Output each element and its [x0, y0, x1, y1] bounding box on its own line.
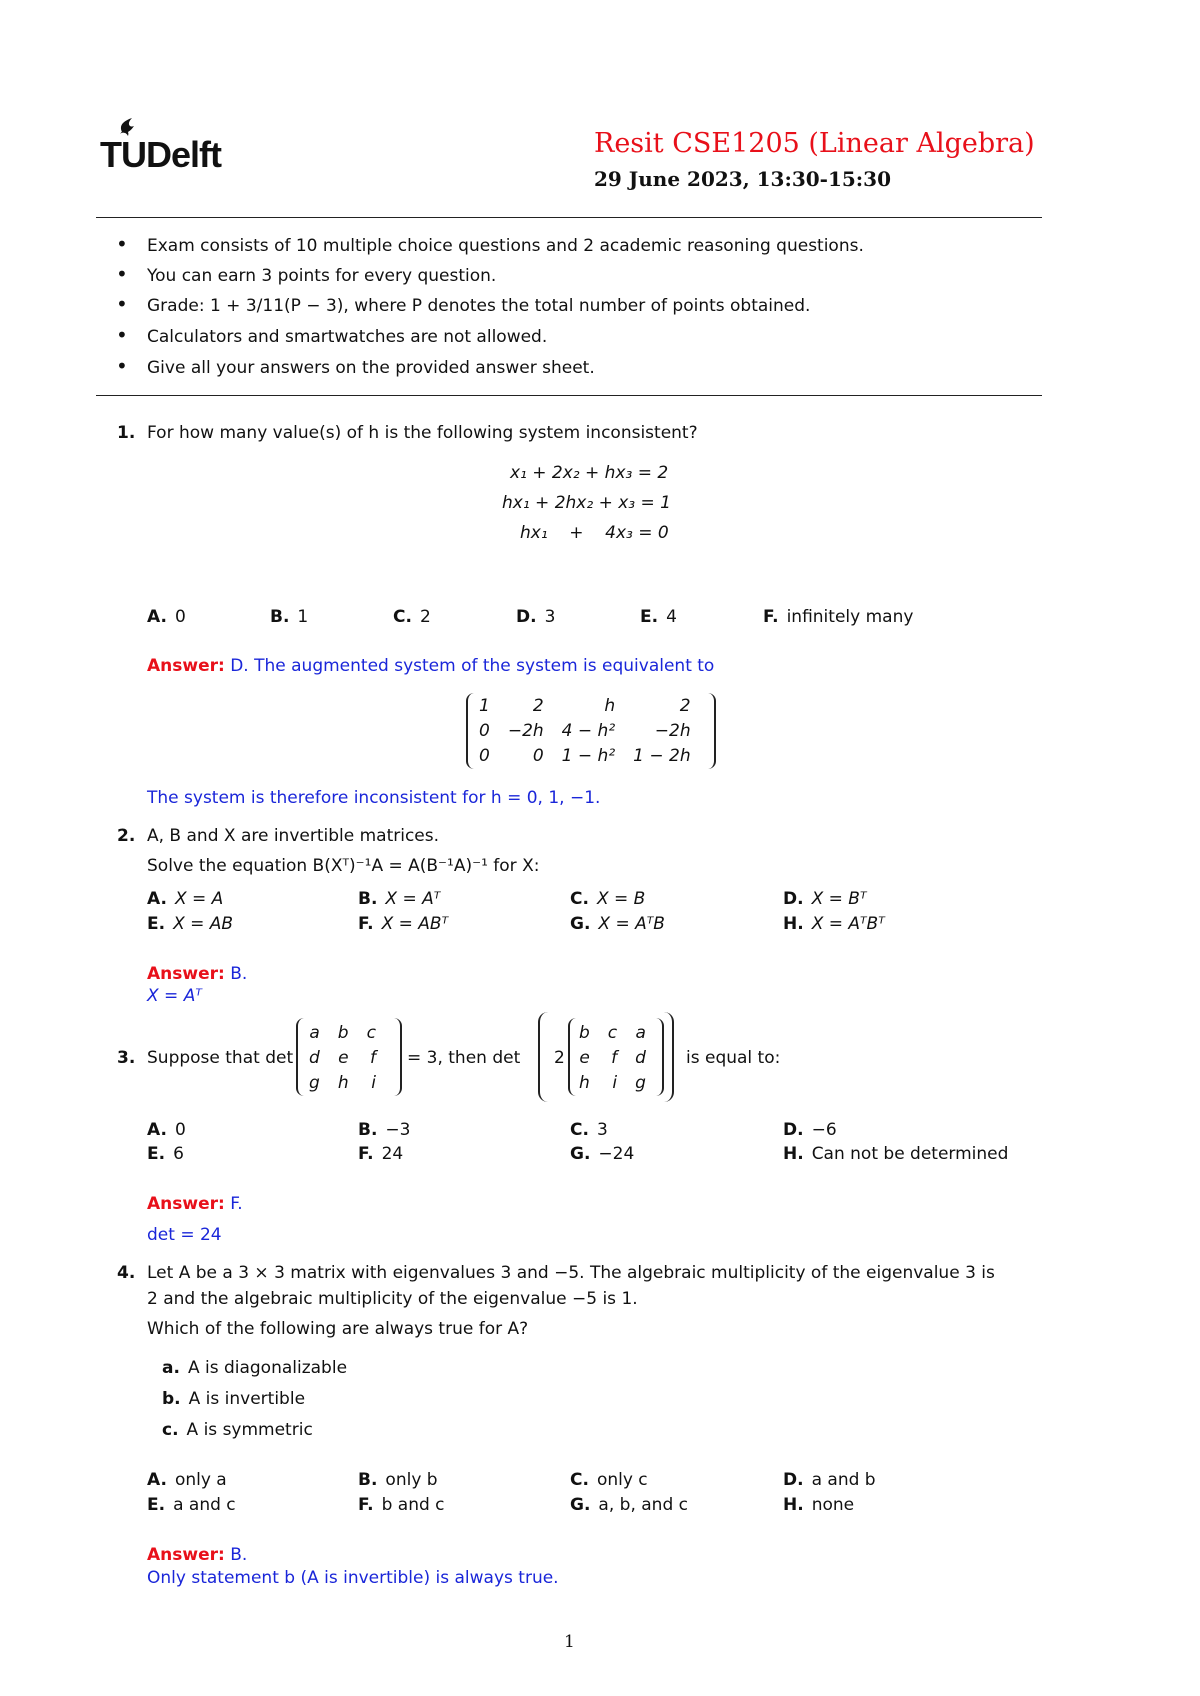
q2-number: 2.	[117, 826, 136, 846]
instruction-4: • Calculators and smartwatches are not allowed.	[118, 327, 547, 347]
q2-line-1: A, B and X are invertible matrices.	[147, 826, 440, 846]
q1-conclusion: The system is therefore inconsistent for h = 0, 1, −1.	[147, 788, 601, 808]
q4-option-h: H. none	[783, 1495, 855, 1515]
q4-answer: Answer: B.	[147, 1545, 248, 1565]
instruction-2: • You can earn 3 points for every question.	[118, 266, 496, 286]
q2-option-h: H. X = AᵀBᵀ	[783, 914, 885, 934]
q4-option-a: A. only a	[147, 1470, 227, 1490]
matrix-cell: d	[635, 1047, 646, 1068]
q3-option-d: D. −6	[783, 1120, 837, 1140]
q2-answer: Answer: B.	[147, 964, 248, 984]
exam-title: Resit CSE1205 (Linear Algebra)	[594, 128, 1035, 159]
q3-post: is equal to:	[686, 1048, 781, 1068]
q2-option-a: A. X = A	[147, 889, 224, 909]
matrix-cell: g	[309, 1072, 320, 1093]
matrix-cell: f	[369, 1047, 376, 1068]
q1-option-d: D. 3	[516, 607, 556, 627]
matrix-cell: 2	[679, 695, 691, 716]
q3-option-a: A. 0	[147, 1120, 186, 1140]
q1-equation-3: hx₁ + 4x₃ = 0	[520, 523, 669, 543]
q3-scalar: 2	[554, 1048, 565, 1068]
matrix-cell: g	[635, 1072, 646, 1093]
q1-augmented-matrix	[466, 693, 716, 771]
q1-equation-1: x₁ + 2x₂ + hx₃ = 2	[510, 463, 669, 483]
q2-option-e: E. X = AB	[147, 914, 234, 934]
matrix-cell: 1 − 2h	[633, 745, 691, 766]
q1-option-f: F. infinitely many	[763, 607, 914, 627]
q4-option-e: E. a and c	[147, 1495, 236, 1515]
q4-option-g: G. a, b, and c	[570, 1495, 688, 1515]
matrix-cell: 1 − h²	[561, 745, 616, 766]
q4-line-3: Which of the following are always true for A?	[147, 1319, 529, 1339]
matrix-cell: i	[612, 1072, 618, 1093]
matrix-cell: i	[371, 1072, 376, 1093]
q2-line-2: Solve the equation B(Xᵀ)⁻¹A = A(B⁻¹A)⁻¹ for X:	[147, 856, 540, 876]
q3-outer-paren	[538, 1012, 674, 1104]
q1-answer: Answer: D. The augmented system of the system is equivalent to	[147, 656, 715, 676]
matrix-cell: h	[604, 695, 616, 716]
matrix-cell: 0	[532, 745, 544, 766]
q4-option-b: B. only b	[358, 1470, 438, 1490]
q3-pre: Suppose that det	[147, 1048, 294, 1068]
q4-number: 4.	[117, 1263, 136, 1283]
q4-answer-detail: Only statement b (A is invertible) is always true.	[147, 1568, 559, 1588]
matrix-cell: 0	[479, 720, 490, 741]
divider-top	[96, 217, 1042, 218]
q3-option-e: E. 6	[147, 1144, 184, 1164]
q4-statement-b: b. A is invertible	[162, 1389, 306, 1409]
q3-matrix-2	[568, 1018, 664, 1098]
q1-option-e: E. 4	[640, 607, 677, 627]
q4-option-f: F. b and c	[358, 1495, 445, 1515]
q1-number: 1.	[117, 423, 136, 443]
q2-option-c: C. X = B	[570, 889, 646, 909]
matrix-cell: e	[338, 1047, 349, 1068]
matrix-cell: 2	[532, 695, 544, 716]
matrix-cell: h	[579, 1072, 590, 1093]
q2-option-d: D. X = Bᵀ	[783, 889, 867, 909]
q1-option-b: B. 1	[270, 607, 309, 627]
q4-option-c: C. only c	[570, 1470, 648, 1490]
matrix-cell: c	[366, 1022, 376, 1043]
q2-option-f: F. X = ABᵀ	[358, 914, 449, 934]
q4-line-1: Let A be a 3 × 3 matrix with eigenvalues 3 and −5. The algebraic multiplicity of the eigenvalue 3 is	[147, 1263, 995, 1283]
logo-text: TUDelft	[100, 134, 221, 175]
q3-answer-detail: det = 24	[147, 1225, 222, 1245]
matrix-cell: 0	[479, 745, 490, 766]
matrix-cell: h	[337, 1072, 349, 1093]
divider-bottom	[96, 395, 1042, 396]
q2-answer-detail: X = Aᵀ	[147, 986, 202, 1006]
matrix-cell: a	[309, 1022, 320, 1043]
q3-option-c: C. 3	[570, 1120, 608, 1140]
instruction-3: • Grade: 1 + 3/11(P − 3), where P denotes the total number of points obtained.	[118, 296, 810, 316]
q3-matrix-1	[296, 1018, 402, 1098]
q3-option-f: F. 24	[358, 1144, 404, 1164]
matrix-cell: c	[607, 1022, 618, 1043]
q2-option-b: B. X = Aᵀ	[358, 889, 441, 909]
matrix-cell: d	[309, 1047, 320, 1068]
exam-date: 29 June 2023, 13:30-15:30	[594, 167, 892, 191]
matrix-cell: 4 − h²	[561, 720, 616, 741]
matrix-cell: b	[579, 1022, 590, 1043]
instruction-1: • Exam consists of 10 multiple choice questions and 2 academic reasoning questions.	[118, 236, 864, 256]
matrix-cell: −2h	[654, 720, 691, 741]
q3-number: 3.	[117, 1048, 136, 1068]
q1-equation-2: hx₁ + 2hx₂ + x₃ = 1	[502, 493, 671, 513]
matrix-cell: −2h	[507, 720, 544, 741]
matrix-cell: 1	[479, 695, 490, 716]
q3-option-h: H. Can not be determined	[783, 1144, 1009, 1164]
q1-option-c: C. 2	[393, 607, 431, 627]
matrix-cell: f	[611, 1047, 618, 1068]
q3-mid: = 3, then det	[407, 1048, 521, 1068]
matrix-cell: b	[337, 1022, 349, 1043]
q4-line-2: 2 and the algebraic multiplicity of the eigenvalue −5 is 1.	[147, 1289, 638, 1309]
instruction-5: • Give all your answers on the provided answer sheet.	[118, 358, 595, 378]
q1-option-a: A. 0	[147, 607, 186, 627]
matrix-cell: e	[579, 1047, 590, 1068]
tu-delft-logo	[100, 118, 250, 178]
page-number: 1	[564, 1632, 575, 1652]
q2-option-g: G. X = AᵀB	[570, 914, 665, 934]
q3-option-g: G. −24	[570, 1144, 635, 1164]
q4-statement-c: c. A is symmetric	[162, 1420, 313, 1440]
q3-answer: Answer: F.	[147, 1194, 243, 1214]
q4-option-d: D. a and b	[783, 1470, 876, 1490]
matrix-cell: a	[635, 1022, 646, 1043]
q4-statement-a: a. A is diagonalizable	[162, 1358, 348, 1378]
q1-text: For how many value(s) of h is the following system inconsistent?	[147, 423, 698, 443]
q3-option-b: B. −3	[358, 1120, 411, 1140]
